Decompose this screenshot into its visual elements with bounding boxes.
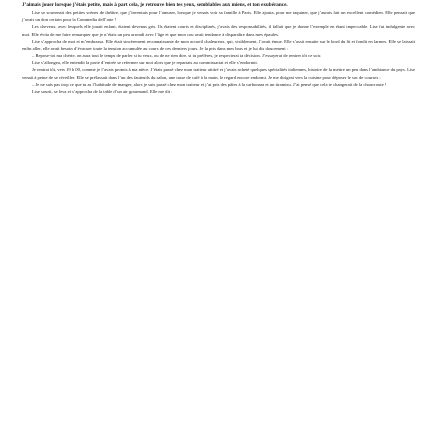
paragraph: Les cheveux, avec lesquels elle jouait enfant, étaient devenus gris. Ils étaient courts et disciplinés, j’avais des responsabilités, il fallait que je donne l’exemple en étant impeccable. Lise fut indulgente avec moi. Elle évita de me faire remarquer que je n’étais un peu arrondi avec l’âge et que mon cou avait tendance à disparaître dans mes épaules. [22,24,415,37]
paragraph: Lise sourit, se leva et s’approcha de la table d’un air gourmand. Elle me dit : [32,88,173,94]
paragraph: Lise se souvenait des petites scènes de théâtre, que j’inventais pour l’amuser, lorsque je venais voir sa famille à Paris. Elle ajouta, pour me taquiner, que j’aurais fait un excellent comédien. Elle pensait que j’avais un don certain pour la Commedia dell’arte ! [22,10,415,23]
paragraph: Lise s’approcha de moi et m’embrassa. Elle était sincèrement reconnaissante de mon accueil chaleureux, qui, visiblement, l’avait émue. Elle s’assit ensuite sur le bord du lit et fondit en larmes. Elle se laissait enfin aller, elle avait besoin d’évacuer toute la tension accumulée au cours de ces derniers jours. Je la pris dans mes bras et je lui dis doucement : [22,38,415,51]
paragraph: – Je ne sais pas trop ce que tu as l’habitude de manger, alors je suis passé chez mon traiteur et j’ai pris des pâtes à la carbonara et un tiramisu. J’ai pensé que cela te changerait de la choucroute ! [32,81,387,87]
page-text [22,2,415,95]
paragraph: Lise s’allongea, elle entendit la porte d’entrée se refermer sur moi alors que je repartais au commissariat et elle s’endormit. [32,60,258,66]
paragraph: Je rentrai tôt, vers 19 h 00, comme je l’avais promis à ma nièce. J’étais passé chez mon traiteur attitré et j’avais acheté quelques spécialités italiennes, histoire de la mettre un peu dans l’ambiance du pays. Lise venait à peine de se réveiller. Elle se prélassait dans l’un des fauteuils du salon, une tasse de café à la main, le regard encore endormi. Je me dirigeai vers la cuisine pour déposer le sac de courses : [22,67,415,80]
paragraph: – Repose-toi ma chérie, on aura tout le temps de parler si tu veux, ou de ne rien dire, si tu préfères, je respecterai ta décision. J’essayerai de rentrer tôt ce soir. [32,53,322,59]
paragraph: J’aimais jouer lorsque j’étais petite, mais à part cela, je retrouve bien tes yeux, semblables aux miens, et ton exubérance. [22,2,288,8]
